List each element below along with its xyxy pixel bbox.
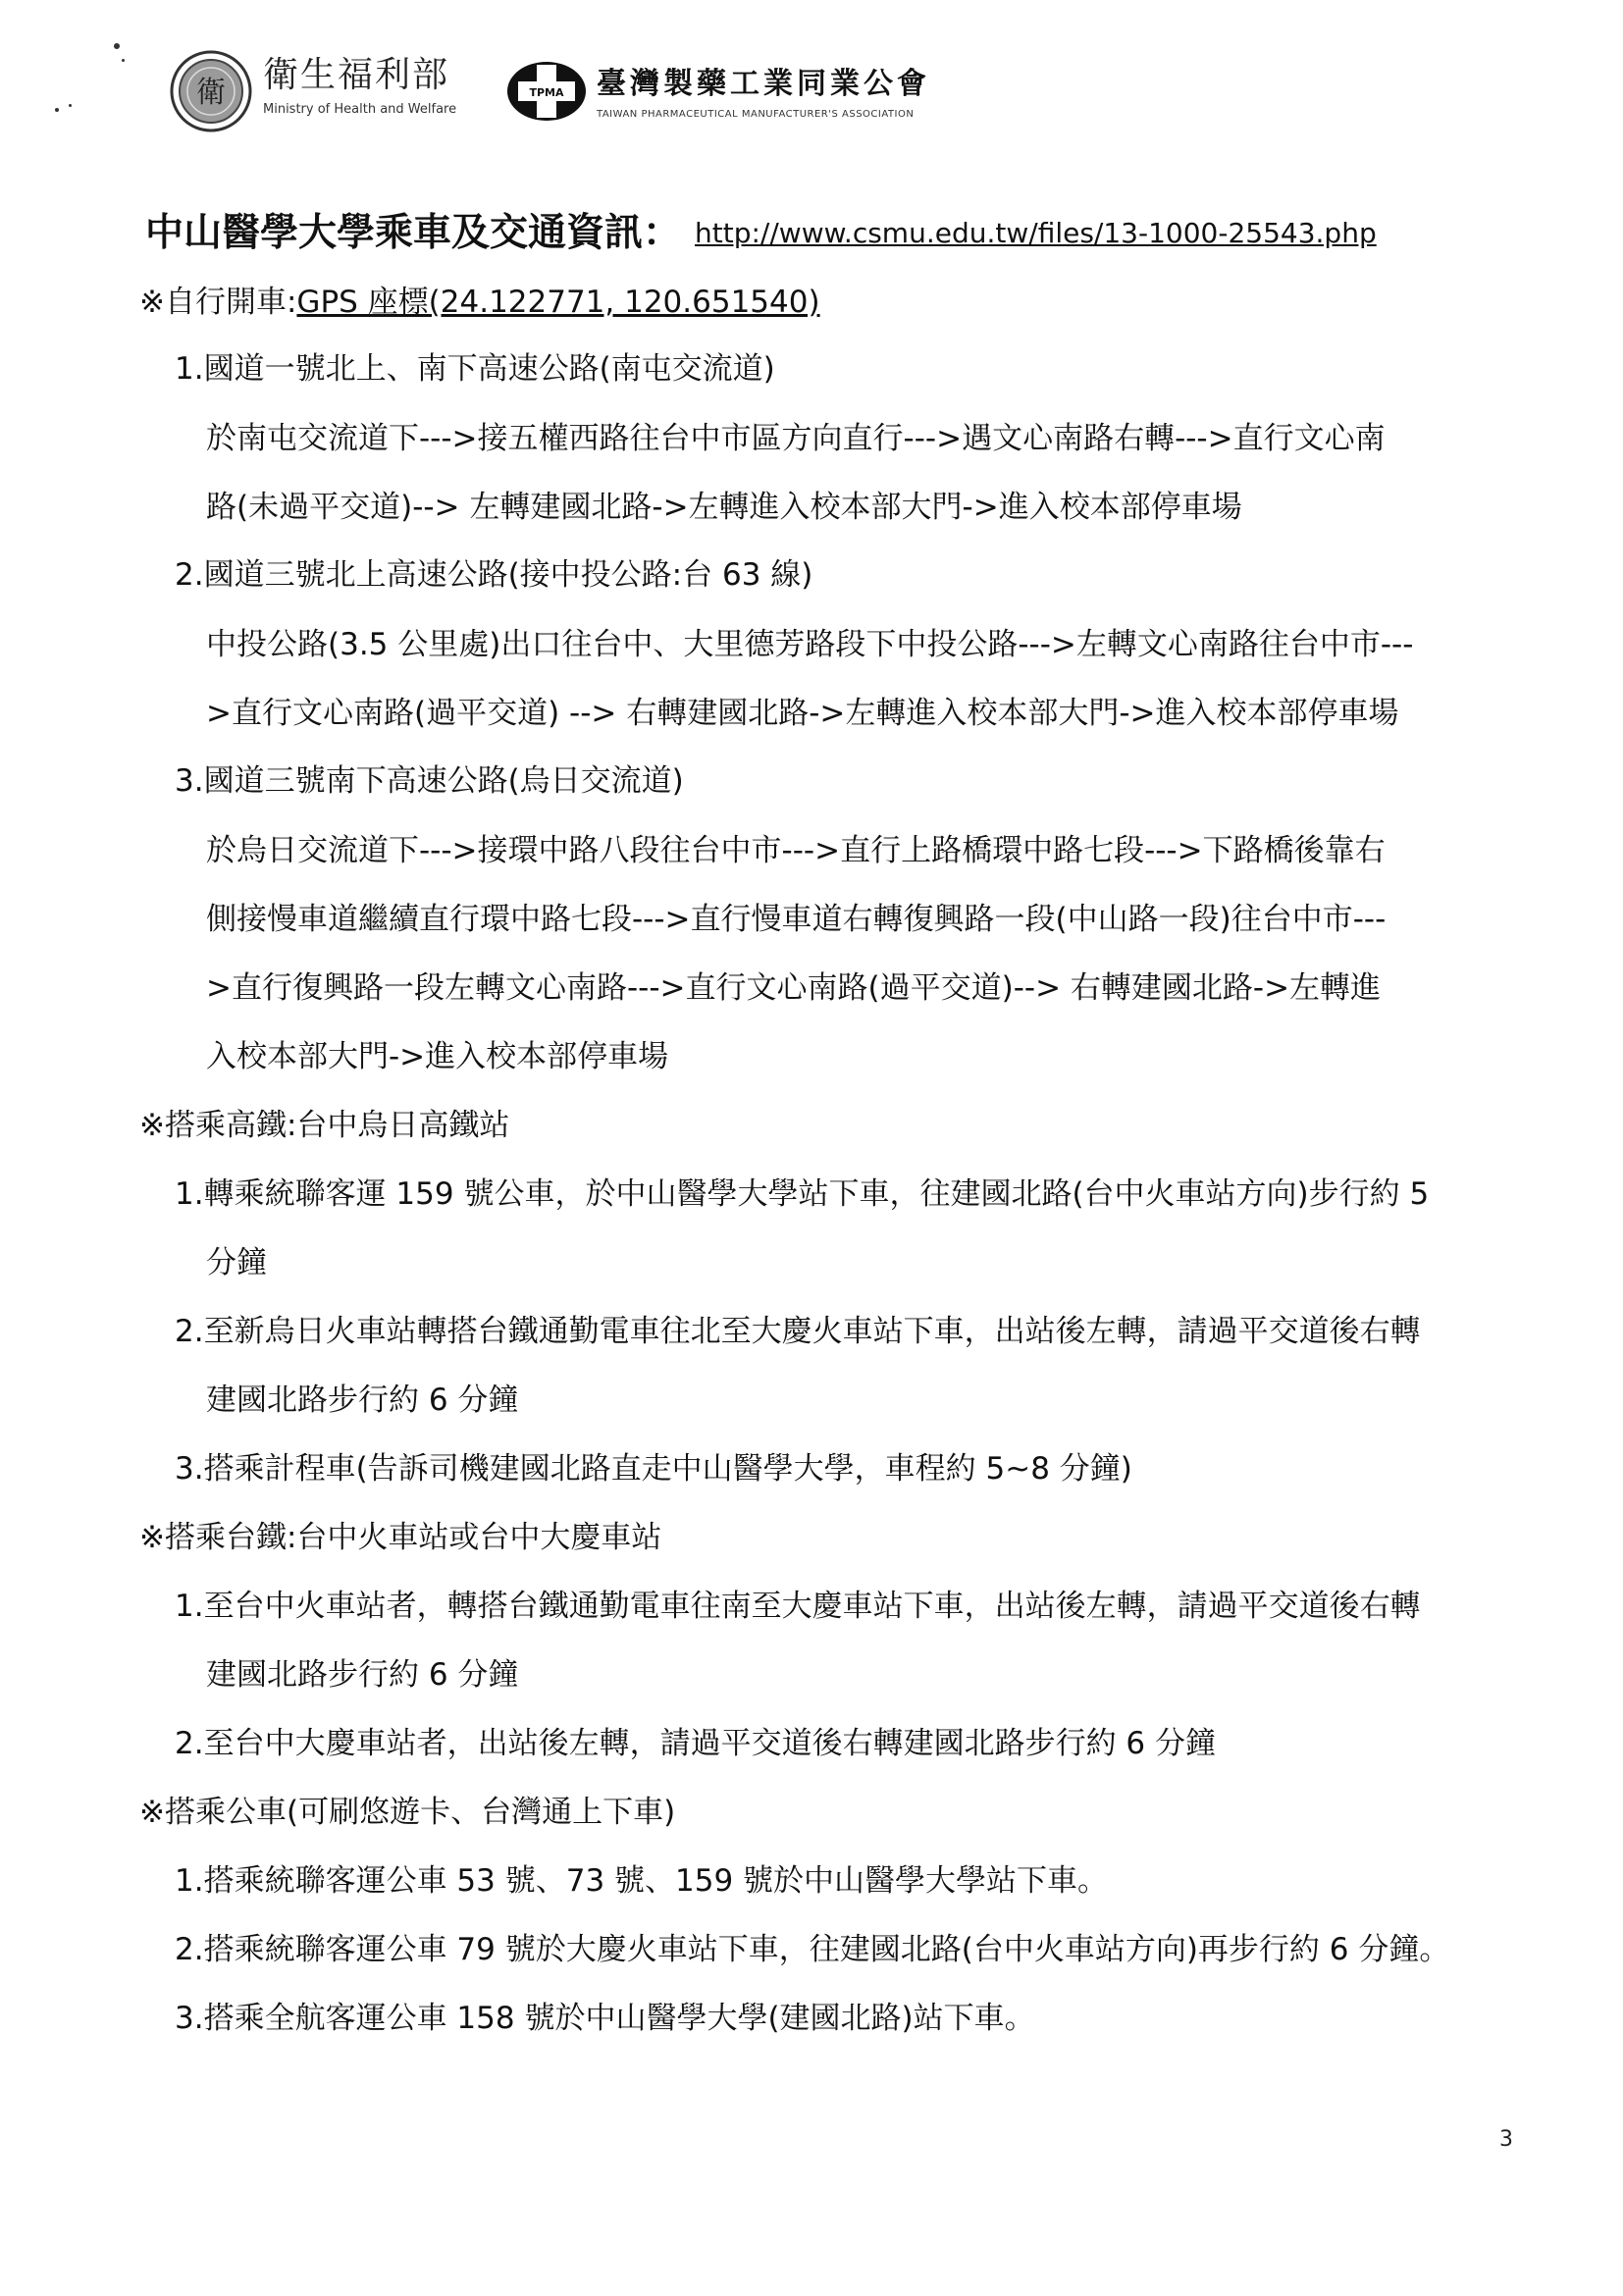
section-prefix: ※自行開車: [139, 285, 297, 320]
gps-coordinates: GPS 座標(24.122771, 120.651540) [296, 285, 820, 320]
tpma-logo-icon [504, 57, 589, 126]
section-heading-hsr: ※搭乘高鐵:台中烏日高鐵站 [139, 1108, 510, 1143]
list-item: 1.國道一號北上、南下高速公路(南屯交流道) [175, 351, 775, 387]
scan-speck [69, 104, 72, 107]
section-heading-tra: ※搭乘台鐵:台中火車站或台中大慶車站 [139, 1520, 662, 1555]
mohw-emblem-glyph: 衛 [196, 76, 226, 110]
section-heading-driving [139, 283, 820, 322]
list-item-text: 於南屯交流道下--->接五權西路往台中市區方向直行--->遇文心南路右轉--->直行文心南 [206, 421, 1386, 456]
list-item: 1.轉乘統聯客運 159 號公車，於中山醫學大學站下車，往建國北路(台中火車站方向)步行約 5 [175, 1176, 1430, 1212]
list-item: 2.國道三號北上高速公路(接中投公路:台 63 線) [175, 557, 813, 593]
mohw-emblem-icon [169, 49, 253, 133]
mohw-name-zh: 衛生福利部 [263, 55, 450, 95]
list-item: 3.搭乘計程車(告訴司機建國北路直走中山醫學大學，車程約 5~8 分鐘) [175, 1451, 1132, 1487]
tpma-name-en: TAIWAN PHARMACEUTICAL MANUFACTURER'S ASSOCIATION [597, 109, 915, 120]
mohw-name-en: Ministry of Health and Welfare [263, 102, 457, 117]
tpma-name [597, 67, 930, 122]
list-item: 2.搭乘統聯客運公車 79 號於大慶火車站下車，往建國北路(台中火車站方向)再步行約 6 分鐘。 [175, 1932, 1450, 1967]
title-url-link[interactable]: http://www.csmu.edu.tw/files/13-1000-25543.php [695, 217, 1377, 249]
page-number: 3 [1499, 2127, 1513, 2152]
page-title [145, 208, 1377, 259]
list-item-text: 建國北路步行約 6 分鐘 [206, 1657, 519, 1693]
list-item-text: 於烏日交流道下--->接環中路八段往台中市--->直行上路橋環中路七段--->下路橋後靠右 [206, 833, 1386, 868]
list-item: 1.至台中火車站者，轉搭台鐵通勤電車往南至大慶車站下車，出站後左轉，請過平交道後右轉 [175, 1589, 1421, 1624]
page-title-text: 中山醫學大學乘車及交通資訊： [145, 211, 682, 255]
list-item-text: 入校本部大門->進入校本部停車場 [206, 1039, 669, 1074]
list-item: 3.搭乘全航客運公車 158 號於中山醫學大學(建國北路)站下車。 [175, 2001, 1035, 2036]
list-item-text: 中投公路(3.5 公里處)出口往台中、大里德芳路段下中投公路--->左轉文心南路往台中市--- [206, 627, 1414, 662]
scan-speck [114, 43, 120, 49]
list-item-text: >直行文心南路(過平交道) --> 右轉建國北路->左轉進入校本部大門->進入校本部停車場 [206, 696, 1399, 731]
list-item-text: >直行復興路一段左轉文心南路--->直行文心南路(過平交道)--> 右轉建國北路->左轉進 [206, 970, 1382, 1006]
tpma-logo-text: TPMA [529, 86, 564, 99]
list-item-text: 建國北路步行約 6 分鐘 [206, 1383, 519, 1418]
list-item-text: 側接慢車道繼續直行環中路七段--->直行慢車道右轉復興路一段(中山路一段)往台中市--- [206, 902, 1387, 937]
scan-speck [122, 59, 125, 62]
list-item-text: 分鐘 [206, 1245, 267, 1280]
list-item: 3.國道三號南下高速公路(烏日交流道) [175, 763, 684, 799]
scan-speck [55, 108, 59, 112]
list-item: 1.搭乘統聯客運公車 53 號、73 號、159 號於中山醫學大學站下車。 [175, 1863, 1109, 1899]
list-item: 2.至台中大慶車站者，出站後左轉，請過平交道後右轉建國北路步行約 6 分鐘 [175, 1726, 1217, 1761]
tpma-name-zh: 臺灣製藥工業同業公會 [597, 67, 930, 101]
section-heading-bus: ※搭乘公車(可刷悠遊卡、台灣通上下車) [139, 1795, 676, 1830]
list-item-text: 路(未過平交道)--> 左轉建國北路->左轉進入校本部大門->進入校本部停車場 [206, 490, 1242, 525]
list-item: 2.至新烏日火車站轉搭台鐵通勤電車往北至大慶火車站下車，出站後左轉，請過平交道後右轉 [175, 1314, 1421, 1349]
mohw-name [263, 54, 456, 119]
